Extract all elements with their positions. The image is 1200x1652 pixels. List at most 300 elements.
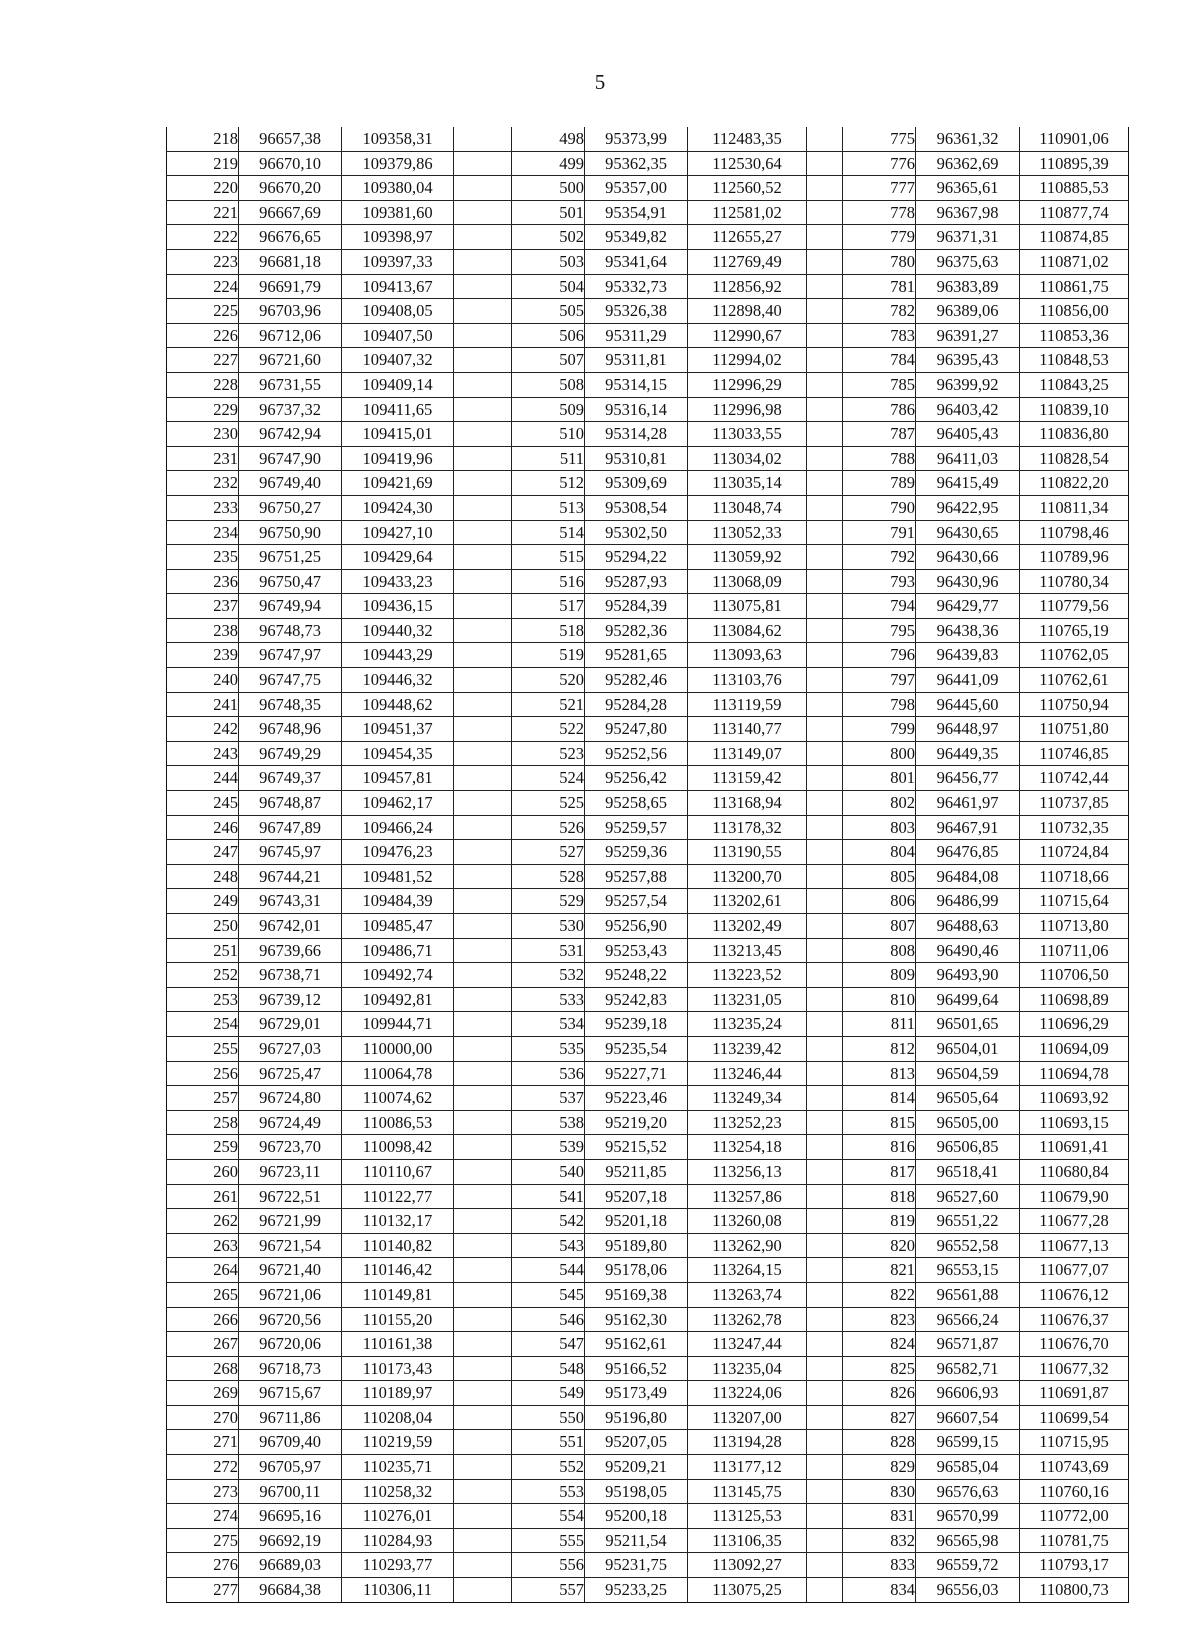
point-number: 226 [167, 323, 239, 348]
column-gap [807, 1282, 843, 1307]
point-number: 539 [512, 1135, 585, 1160]
point-number: 814 [843, 1086, 916, 1111]
column-gap [454, 200, 512, 225]
x-coordinate: 96506,85 [916, 1135, 1020, 1160]
column-gap [807, 1381, 843, 1406]
table-row [167, 914, 1129, 939]
y-coordinate: 109429,64 [342, 545, 454, 570]
y-coordinate: 113084,62 [688, 618, 807, 643]
y-coordinate: 110677,28 [1020, 1209, 1129, 1234]
y-coordinate: 110677,07 [1020, 1258, 1129, 1283]
x-coordinate: 95253,43 [585, 938, 688, 963]
column-gap [807, 471, 843, 496]
y-coordinate: 110680,84 [1020, 1159, 1129, 1184]
column-gap [807, 594, 843, 619]
y-coordinate: 110189,97 [342, 1381, 454, 1406]
y-coordinate: 113257,86 [688, 1184, 807, 1209]
y-coordinate: 113224,06 [688, 1381, 807, 1406]
x-coordinate: 96749,29 [239, 741, 342, 766]
point-number: 228 [167, 372, 239, 397]
point-number: 806 [843, 889, 916, 914]
y-coordinate: 110781,75 [1020, 1528, 1129, 1553]
point-number: 817 [843, 1159, 916, 1184]
column-gap [454, 249, 512, 274]
x-coordinate: 96738,71 [239, 963, 342, 988]
point-number: 264 [167, 1258, 239, 1283]
column-gap [807, 938, 843, 963]
y-coordinate: 110871,02 [1020, 249, 1129, 274]
y-coordinate: 113103,76 [688, 668, 807, 693]
table-row [167, 323, 1129, 348]
column-gap [807, 372, 843, 397]
point-number: 826 [843, 1381, 916, 1406]
x-coordinate: 96657,38 [239, 127, 342, 151]
x-coordinate: 96721,60 [239, 348, 342, 373]
x-coordinate: 96718,73 [239, 1356, 342, 1381]
point-number: 805 [843, 864, 916, 889]
x-coordinate: 95207,05 [585, 1430, 688, 1455]
table-row [167, 569, 1129, 594]
y-coordinate: 109409,14 [342, 372, 454, 397]
point-number: 263 [167, 1233, 239, 1258]
x-coordinate: 95215,52 [585, 1135, 688, 1160]
table-row [167, 938, 1129, 963]
point-number: 227 [167, 348, 239, 373]
point-number: 514 [512, 520, 585, 545]
point-number: 819 [843, 1209, 916, 1234]
y-coordinate: 113235,24 [688, 1012, 807, 1037]
point-number: 541 [512, 1184, 585, 1209]
point-number: 245 [167, 791, 239, 816]
point-number: 276 [167, 1553, 239, 1578]
table-row [167, 864, 1129, 889]
y-coordinate: 110822,20 [1020, 471, 1129, 496]
y-coordinate: 110132,17 [342, 1209, 454, 1234]
x-coordinate: 95302,50 [585, 520, 688, 545]
x-coordinate: 96488,63 [916, 914, 1020, 939]
x-coordinate: 96721,06 [239, 1282, 342, 1307]
point-number: 509 [512, 397, 585, 422]
column-gap [807, 249, 843, 274]
y-coordinate: 113159,42 [688, 766, 807, 791]
table-row [167, 791, 1129, 816]
y-coordinate: 110772,00 [1020, 1504, 1129, 1529]
column-gap [454, 1356, 512, 1381]
point-number: 794 [843, 594, 916, 619]
y-coordinate: 113223,52 [688, 963, 807, 988]
x-coordinate: 95341,64 [585, 249, 688, 274]
column-gap [454, 1528, 512, 1553]
y-coordinate: 110718,66 [1020, 864, 1129, 889]
column-gap [454, 889, 512, 914]
point-number: 517 [512, 594, 585, 619]
column-gap [454, 1012, 512, 1037]
y-coordinate: 113035,14 [688, 471, 807, 496]
point-number: 801 [843, 766, 916, 791]
x-coordinate: 95294,22 [585, 545, 688, 570]
table-row [167, 397, 1129, 422]
x-coordinate: 95257,88 [585, 864, 688, 889]
x-coordinate: 96723,70 [239, 1135, 342, 1160]
x-coordinate: 96411,03 [916, 446, 1020, 471]
x-coordinate: 95173,49 [585, 1381, 688, 1406]
x-coordinate: 96607,54 [916, 1405, 1020, 1430]
y-coordinate: 109485,47 [342, 914, 454, 939]
x-coordinate: 96527,60 [916, 1184, 1020, 1209]
point-number: 233 [167, 495, 239, 520]
point-number: 780 [843, 249, 916, 274]
column-gap [807, 1356, 843, 1381]
y-coordinate: 109486,71 [342, 938, 454, 963]
point-number: 504 [512, 274, 585, 299]
point-number: 552 [512, 1455, 585, 1480]
y-coordinate: 109466,24 [342, 815, 454, 840]
column-gap [454, 1233, 512, 1258]
column-gap [454, 1578, 512, 1603]
x-coordinate: 95207,18 [585, 1184, 688, 1209]
column-gap [807, 151, 843, 176]
point-number: 795 [843, 618, 916, 643]
point-number: 271 [167, 1430, 239, 1455]
table-row [167, 127, 1129, 151]
y-coordinate: 113092,27 [688, 1553, 807, 1578]
column-gap [807, 225, 843, 250]
x-coordinate: 96551,22 [916, 1209, 1020, 1234]
column-gap [807, 1036, 843, 1061]
y-coordinate: 110691,87 [1020, 1381, 1129, 1406]
column-gap [807, 520, 843, 545]
x-coordinate: 95189,80 [585, 1233, 688, 1258]
point-number: 520 [512, 668, 585, 693]
y-coordinate: 109415,01 [342, 422, 454, 447]
y-coordinate: 113033,55 [688, 422, 807, 447]
point-number: 781 [843, 274, 916, 299]
table-row [167, 446, 1129, 471]
column-gap [454, 1479, 512, 1504]
point-number: 221 [167, 200, 239, 225]
point-number: 255 [167, 1036, 239, 1061]
x-coordinate: 96430,96 [916, 569, 1020, 594]
y-coordinate: 110848,53 [1020, 348, 1129, 373]
point-number: 250 [167, 914, 239, 939]
column-gap [454, 791, 512, 816]
point-number: 830 [843, 1479, 916, 1504]
y-coordinate: 110779,56 [1020, 594, 1129, 619]
y-coordinate: 112581,02 [688, 200, 807, 225]
point-number: 775 [843, 127, 916, 151]
table-row [167, 766, 1129, 791]
x-coordinate: 95178,06 [585, 1258, 688, 1283]
point-number: 257 [167, 1086, 239, 1111]
column-gap [807, 987, 843, 1012]
point-number: 790 [843, 495, 916, 520]
point-number: 525 [512, 791, 585, 816]
y-coordinate: 109484,39 [342, 889, 454, 914]
column-gap [454, 1110, 512, 1135]
point-number: 832 [843, 1528, 916, 1553]
point-number: 553 [512, 1479, 585, 1504]
point-number: 262 [167, 1209, 239, 1234]
table-row [167, 840, 1129, 865]
y-coordinate: 113048,74 [688, 495, 807, 520]
y-coordinate: 110885,53 [1020, 176, 1129, 201]
point-number: 800 [843, 741, 916, 766]
y-coordinate: 109481,52 [342, 864, 454, 889]
x-coordinate: 96391,27 [916, 323, 1020, 348]
y-coordinate: 113254,18 [688, 1135, 807, 1160]
column-gap [807, 643, 843, 668]
y-coordinate: 112856,92 [688, 274, 807, 299]
column-gap [454, 864, 512, 889]
x-coordinate: 96430,66 [916, 545, 1020, 570]
x-coordinate: 95287,93 [585, 569, 688, 594]
x-coordinate: 96556,03 [916, 1578, 1020, 1603]
y-coordinate: 113106,35 [688, 1528, 807, 1553]
y-coordinate: 110699,54 [1020, 1405, 1129, 1430]
x-coordinate: 95235,54 [585, 1036, 688, 1061]
y-coordinate: 110732,35 [1020, 815, 1129, 840]
table-row [167, 1578, 1129, 1603]
y-coordinate: 110711,06 [1020, 938, 1129, 963]
column-gap [807, 1553, 843, 1578]
point-number: 825 [843, 1356, 916, 1381]
point-number: 515 [512, 545, 585, 570]
x-coordinate: 95166,52 [585, 1356, 688, 1381]
column-gap [454, 1086, 512, 1111]
y-coordinate: 112994,02 [688, 348, 807, 373]
x-coordinate: 96499,64 [916, 987, 1020, 1012]
y-coordinate: 110789,96 [1020, 545, 1129, 570]
table-row [167, 1381, 1129, 1406]
y-coordinate: 113034,02 [688, 446, 807, 471]
y-coordinate: 113246,44 [688, 1061, 807, 1086]
y-coordinate: 110715,64 [1020, 889, 1129, 914]
column-gap [807, 569, 843, 594]
x-coordinate: 95326,38 [585, 299, 688, 324]
column-gap [454, 471, 512, 496]
x-coordinate: 96518,41 [916, 1159, 1020, 1184]
column-gap [807, 766, 843, 791]
x-coordinate: 96476,85 [916, 840, 1020, 865]
point-number: 267 [167, 1332, 239, 1357]
column-gap [454, 495, 512, 520]
x-coordinate: 95252,56 [585, 741, 688, 766]
y-coordinate: 112990,67 [688, 323, 807, 348]
point-number: 246 [167, 815, 239, 840]
point-number: 556 [512, 1553, 585, 1578]
table-row [167, 1258, 1129, 1283]
x-coordinate: 96689,03 [239, 1553, 342, 1578]
point-number: 240 [167, 668, 239, 693]
y-coordinate: 110765,19 [1020, 618, 1129, 643]
column-gap [454, 151, 512, 176]
y-coordinate: 110140,82 [342, 1233, 454, 1258]
y-coordinate: 109462,17 [342, 791, 454, 816]
table-row [167, 1504, 1129, 1529]
y-coordinate: 112483,35 [688, 127, 807, 151]
column-gap [454, 1504, 512, 1529]
table-row [167, 1086, 1129, 1111]
point-number: 530 [512, 914, 585, 939]
point-number: 225 [167, 299, 239, 324]
point-number: 796 [843, 643, 916, 668]
y-coordinate: 113168,94 [688, 791, 807, 816]
x-coordinate: 96721,40 [239, 1258, 342, 1283]
point-number: 785 [843, 372, 916, 397]
point-number: 537 [512, 1086, 585, 1111]
point-number: 503 [512, 249, 585, 274]
y-coordinate: 113052,33 [688, 520, 807, 545]
y-coordinate: 109457,81 [342, 766, 454, 791]
point-number: 243 [167, 741, 239, 766]
column-gap [807, 889, 843, 914]
y-coordinate: 110074,62 [342, 1086, 454, 1111]
x-coordinate: 96448,97 [916, 717, 1020, 742]
y-coordinate: 110843,25 [1020, 372, 1129, 397]
y-coordinate: 109407,50 [342, 323, 454, 348]
y-coordinate: 110762,61 [1020, 668, 1129, 693]
y-coordinate: 109411,65 [342, 397, 454, 422]
column-gap [454, 397, 512, 422]
point-number: 269 [167, 1381, 239, 1406]
x-coordinate: 95282,36 [585, 618, 688, 643]
point-number: 543 [512, 1233, 585, 1258]
y-coordinate: 110877,74 [1020, 200, 1129, 225]
point-number: 810 [843, 987, 916, 1012]
table-row [167, 1209, 1129, 1234]
point-number: 501 [512, 200, 585, 225]
point-number: 253 [167, 987, 239, 1012]
x-coordinate: 95259,36 [585, 840, 688, 865]
x-coordinate: 96430,65 [916, 520, 1020, 545]
y-coordinate: 113202,49 [688, 914, 807, 939]
y-coordinate: 113247,44 [688, 1332, 807, 1357]
x-coordinate: 96747,90 [239, 446, 342, 471]
x-coordinate: 96484,08 [916, 864, 1020, 889]
y-coordinate: 110000,00 [342, 1036, 454, 1061]
column-gap [807, 1479, 843, 1504]
point-number: 230 [167, 422, 239, 447]
x-coordinate: 95314,15 [585, 372, 688, 397]
point-number: 827 [843, 1405, 916, 1430]
table-row [167, 815, 1129, 840]
table-row [167, 963, 1129, 988]
point-number: 555 [512, 1528, 585, 1553]
table-row [167, 1184, 1129, 1209]
y-coordinate: 112898,40 [688, 299, 807, 324]
column-gap [807, 1504, 843, 1529]
column-gap [807, 963, 843, 988]
point-number: 546 [512, 1307, 585, 1332]
x-coordinate: 96445,60 [916, 692, 1020, 717]
point-number: 519 [512, 643, 585, 668]
point-number: 529 [512, 889, 585, 914]
point-number: 516 [512, 569, 585, 594]
point-number: 523 [512, 741, 585, 766]
point-number: 802 [843, 791, 916, 816]
table-row [167, 520, 1129, 545]
table-row [167, 176, 1129, 201]
x-coordinate: 96456,77 [916, 766, 1020, 791]
column-gap [807, 1307, 843, 1332]
point-number: 224 [167, 274, 239, 299]
x-coordinate: 96745,97 [239, 840, 342, 865]
column-gap [807, 1233, 843, 1258]
column-gap [454, 545, 512, 570]
column-gap [454, 372, 512, 397]
point-number: 241 [167, 692, 239, 717]
point-number: 234 [167, 520, 239, 545]
point-number: 544 [512, 1258, 585, 1283]
y-coordinate: 109407,32 [342, 348, 454, 373]
table-row [167, 1061, 1129, 1086]
column-gap [454, 668, 512, 693]
y-coordinate: 110693,15 [1020, 1110, 1129, 1135]
x-coordinate: 95223,46 [585, 1086, 688, 1111]
x-coordinate: 96747,89 [239, 815, 342, 840]
y-coordinate: 110861,75 [1020, 274, 1129, 299]
y-coordinate: 113263,74 [688, 1282, 807, 1307]
x-coordinate: 96362,69 [916, 151, 1020, 176]
y-coordinate: 110853,36 [1020, 323, 1129, 348]
x-coordinate: 96739,12 [239, 987, 342, 1012]
y-coordinate: 113231,05 [688, 987, 807, 1012]
x-coordinate: 95373,99 [585, 127, 688, 151]
column-gap [454, 741, 512, 766]
column-gap [454, 127, 512, 151]
x-coordinate: 96670,10 [239, 151, 342, 176]
table-row [167, 618, 1129, 643]
x-coordinate: 96553,15 [916, 1258, 1020, 1283]
x-coordinate: 95281,65 [585, 643, 688, 668]
y-coordinate: 113202,61 [688, 889, 807, 914]
point-number: 266 [167, 1307, 239, 1332]
point-number: 821 [843, 1258, 916, 1283]
point-number: 536 [512, 1061, 585, 1086]
x-coordinate: 95316,14 [585, 397, 688, 422]
x-coordinate: 95257,54 [585, 889, 688, 914]
column-gap [807, 864, 843, 889]
point-number: 511 [512, 446, 585, 471]
point-number: 219 [167, 151, 239, 176]
column-gap [454, 323, 512, 348]
x-coordinate: 96749,37 [239, 766, 342, 791]
x-coordinate: 96721,54 [239, 1233, 342, 1258]
point-number: 831 [843, 1504, 916, 1529]
x-coordinate: 95239,18 [585, 1012, 688, 1037]
x-coordinate: 96582,71 [916, 1356, 1020, 1381]
table-row [167, 1479, 1129, 1504]
column-gap [807, 274, 843, 299]
y-coordinate: 110110,67 [342, 1159, 454, 1184]
point-number: 256 [167, 1061, 239, 1086]
column-gap [807, 1430, 843, 1455]
point-number: 828 [843, 1430, 916, 1455]
x-coordinate: 96449,35 [916, 741, 1020, 766]
point-number: 803 [843, 815, 916, 840]
point-number: 783 [843, 323, 916, 348]
point-number: 505 [512, 299, 585, 324]
point-number: 535 [512, 1036, 585, 1061]
column-gap [454, 274, 512, 299]
column-gap [807, 422, 843, 447]
y-coordinate: 113125,53 [688, 1504, 807, 1529]
x-coordinate: 95227,71 [585, 1061, 688, 1086]
column-gap [454, 1381, 512, 1406]
table-row [167, 1528, 1129, 1553]
point-number: 545 [512, 1282, 585, 1307]
point-number: 809 [843, 963, 916, 988]
